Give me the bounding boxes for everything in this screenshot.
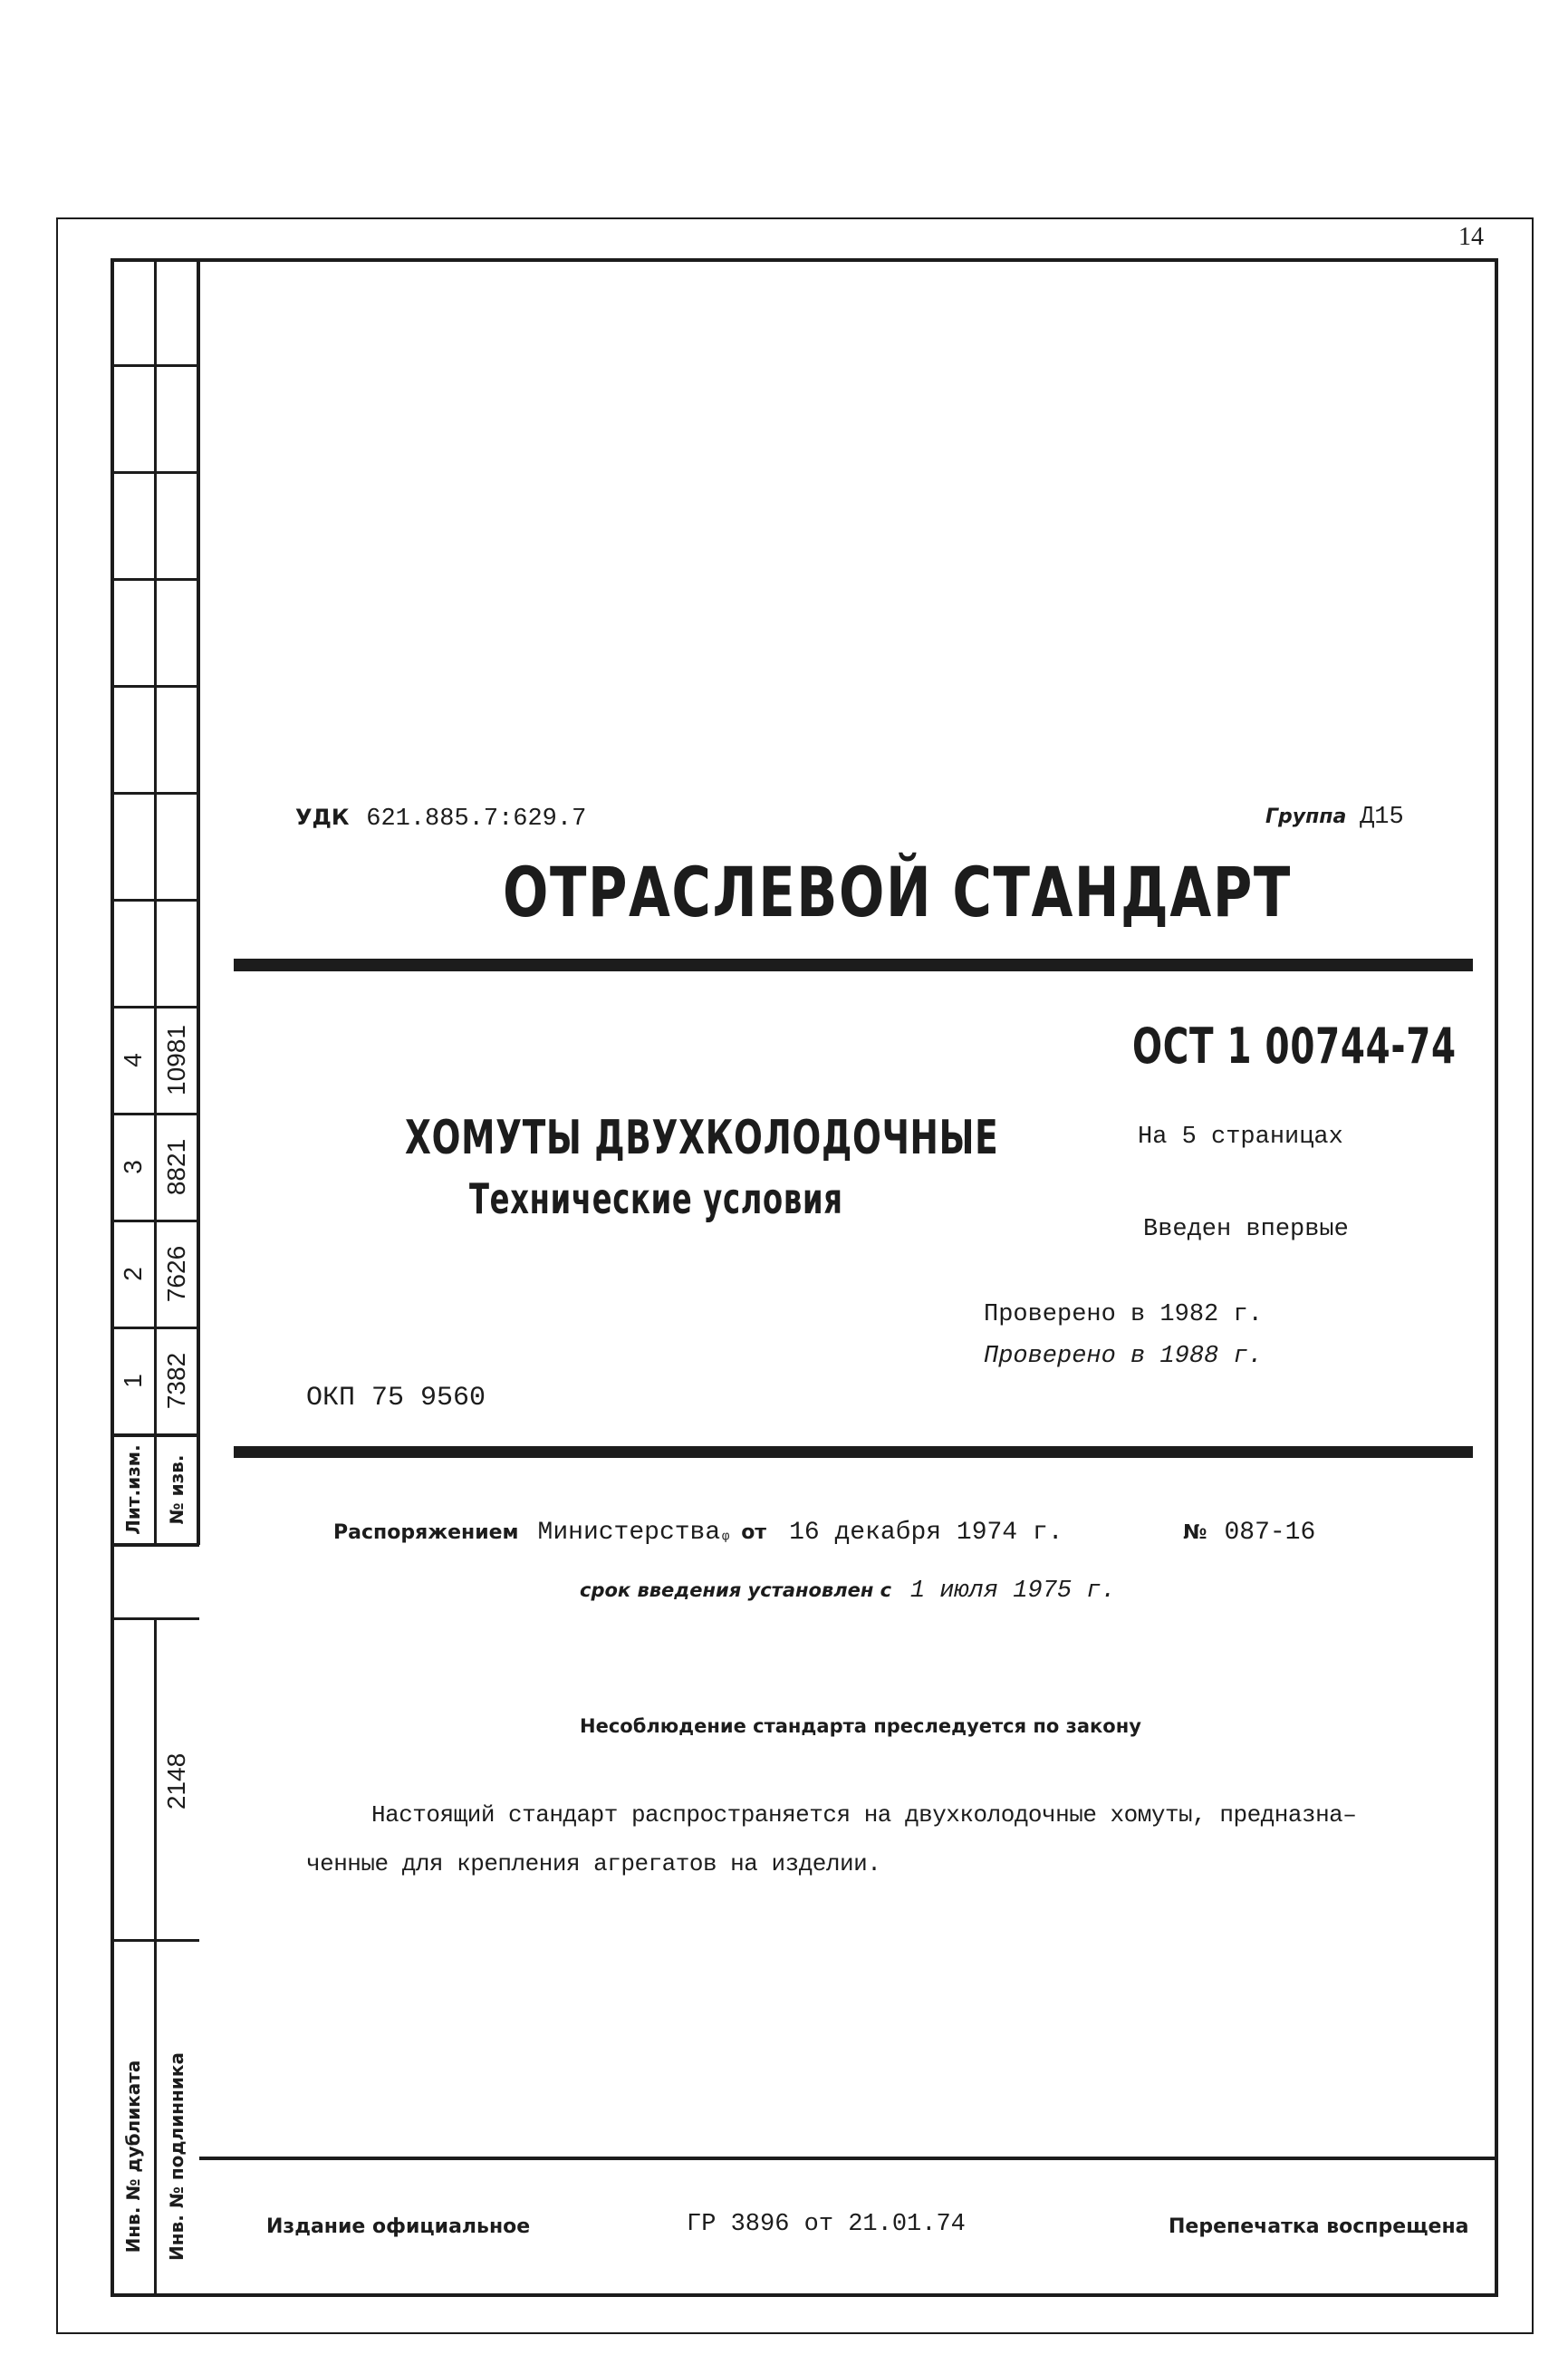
inv-dup-label: Инв. № дубликата — [122, 2060, 144, 2253]
decree-mark: ᵩ — [720, 1524, 732, 1545]
term-line — [580, 1575, 1116, 1605]
change-lit: 2 — [119, 1267, 147, 1281]
term-date: 1 июля 1975 г. — [909, 1578, 1116, 1605]
udk-line — [295, 803, 586, 833]
change-lit-label: Лит.изм. — [122, 1444, 144, 1535]
decree-number-label: № — [1183, 1521, 1207, 1544]
decree-number: 087-16 — [1224, 1519, 1316, 1547]
change-notice-label: № изв. — [166, 1454, 188, 1525]
header-title: ОТРАСЛЕВОЙ СТАНДАРТ — [503, 852, 1292, 932]
standard-code: ОСТ 1 00744-74 — [1132, 1018, 1457, 1075]
footer-registration: ГР 3896 от 21.01.74 — [687, 2211, 966, 2238]
footer-reprint: Перепечатка воспрещена — [1169, 2215, 1469, 2238]
group-line — [1265, 801, 1404, 831]
okp-code: ОКП 75 9560 — [306, 1383, 486, 1414]
change-lit: 1 — [119, 1374, 147, 1388]
udk-label: УДК — [295, 805, 350, 830]
page-number: 14 — [1458, 223, 1484, 251]
decree-from-label: от — [741, 1521, 767, 1544]
pages-info: На 5 страницах — [1138, 1124, 1343, 1151]
change-notice: 7626 — [162, 1245, 190, 1303]
doc-subtitle: Технические условия — [469, 1174, 843, 1223]
rule-bottom — [234, 1446, 1473, 1458]
decree-date: 16 декабря 1974 г. — [789, 1519, 1063, 1547]
inner-frame — [111, 258, 1498, 2297]
footer-rule — [199, 2157, 1498, 2160]
inv-orig-value: 2148 — [162, 1752, 190, 1810]
change-notice: 7382 — [162, 1352, 190, 1410]
warning-text: Несоблюдение стандарта преследуется по закону — [580, 1715, 1141, 1737]
checked-1982: Проверено в 1982 г. — [984, 1301, 1263, 1328]
change-notice: 8821 — [162, 1138, 190, 1196]
footer-official: Издание официальное — [266, 2215, 531, 2238]
change-notice: 10981 — [162, 1025, 190, 1095]
group-label: Группа — [1265, 806, 1347, 828]
term-label: срок введения установлен с — [580, 1579, 892, 1601]
introduced-info: Введен впервые — [1143, 1216, 1349, 1243]
body-line-1: Настоящий стандарт распространяется на двухколодочные хомуты, предназна– — [371, 1801, 1357, 1829]
decree-number-line — [1183, 1517, 1315, 1547]
group-value: Д15 — [1360, 804, 1404, 831]
change-lit: 3 — [119, 1160, 147, 1174]
rule-top — [234, 959, 1473, 971]
inv-orig-label: Инв. № подлинника — [166, 2052, 188, 2261]
decree-label: Распоряжением — [333, 1521, 519, 1544]
change-lit: 4 — [119, 1053, 147, 1067]
decree-line — [333, 1517, 1063, 1547]
doc-title: ХОМУТЫ ДВУХКОЛОДОЧНЫЕ — [405, 1111, 999, 1165]
body-line-2: ченные для крепления агрегатов на изделии. — [306, 1850, 881, 1877]
udk-value: 621.885.7:629.7 — [366, 806, 587, 833]
decree-ministry: Министерства — [537, 1519, 721, 1547]
checked-1988: Проверено в 1988 г. — [984, 1343, 1263, 1370]
